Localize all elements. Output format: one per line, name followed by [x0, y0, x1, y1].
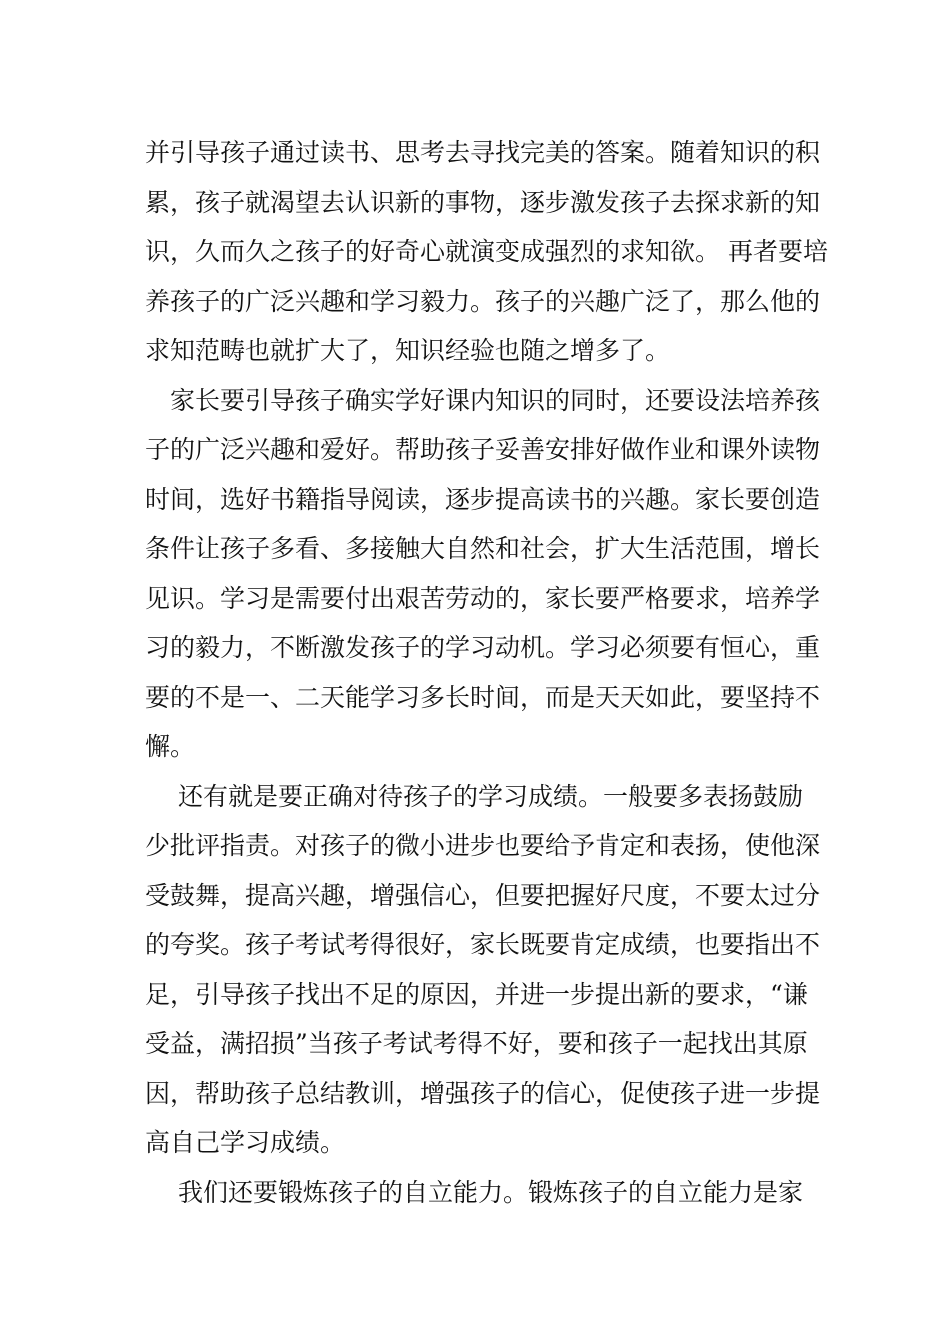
text-line: 少批评指责。对孩子的微小进步也要给予肯定和表扬，使他深: [145, 831, 821, 860]
text-line: 习的毅力，不断激发孩子的学习动机。学习必须要有恒心，重: [145, 633, 821, 662]
text-line: 受益，满招损”当孩子考试考得不好，要和孩子一起找出其原: [145, 1029, 808, 1058]
text-line: 见识。学习是需要付出艰苦劳动的，家长要严格要求，培养学: [145, 583, 821, 613]
text-line: 时间，选好书籍指导阅读，逐步提高读书的兴趣。家长要创造: [145, 484, 821, 514]
text-line: 因，帮助孩子总结教训，增强孩子的信心，促使孩子进一步提: [145, 1078, 821, 1108]
text-line: 家长要引导孩子确实学好课内知识的同时，还要设法培养孩: [145, 385, 821, 415]
text-line: 足，引导孩子找出不足的原因，并进一步提出新的要求，“谦: [145, 979, 808, 1009]
text-line: 受鼓舞，提高兴趣，增强信心，但要把握好尺度，不要太过分: [145, 880, 821, 910]
text-line: 要的不是一、二天能学习多长时间，而是天天如此，要坚持不: [145, 682, 821, 712]
text-line: 养孩子的广泛兴趣和学习毅力。孩子的兴趣广泛了，那么他的: [145, 286, 821, 316]
text-line: 识，久而久之孩子的好奇心就演变成强烈的求知欲。 再者要培: [145, 237, 828, 266]
text-line: 高自己学习成绩。: [145, 1128, 346, 1157]
text-line: 子的广泛兴趣和爱好。帮助孩子妥善安排好做作业和课外读物: [145, 435, 821, 464]
text-line: 我们还要锻炼孩子的自立能力。锻炼孩子的自立能力是家: [145, 1177, 803, 1207]
text-line: 累，孩子就渴望去认识新的事物，逐步激发孩子去探求新的知: [145, 187, 821, 217]
text-line: 的夸奖。孩子考试考得很好，家长既要肯定成绩，也要指出不: [145, 930, 821, 959]
text-line: 条件让孩子多看、多接触大自然和社会，扩大生活范围，增长: [145, 534, 821, 563]
text-line: 还有就是要正确对待孩子的学习成绩。一般要多表扬鼓励: [145, 781, 803, 811]
text-line: 懈。: [145, 732, 196, 761]
text-line: 并引导孩子通过读书、思考去寻找完美的答案。随着知识的积: [145, 138, 821, 167]
body-text: [145, 128, 828, 1217]
text-line: 求知范畴也就扩大了，知识经验也随之增多了。: [145, 336, 671, 365]
